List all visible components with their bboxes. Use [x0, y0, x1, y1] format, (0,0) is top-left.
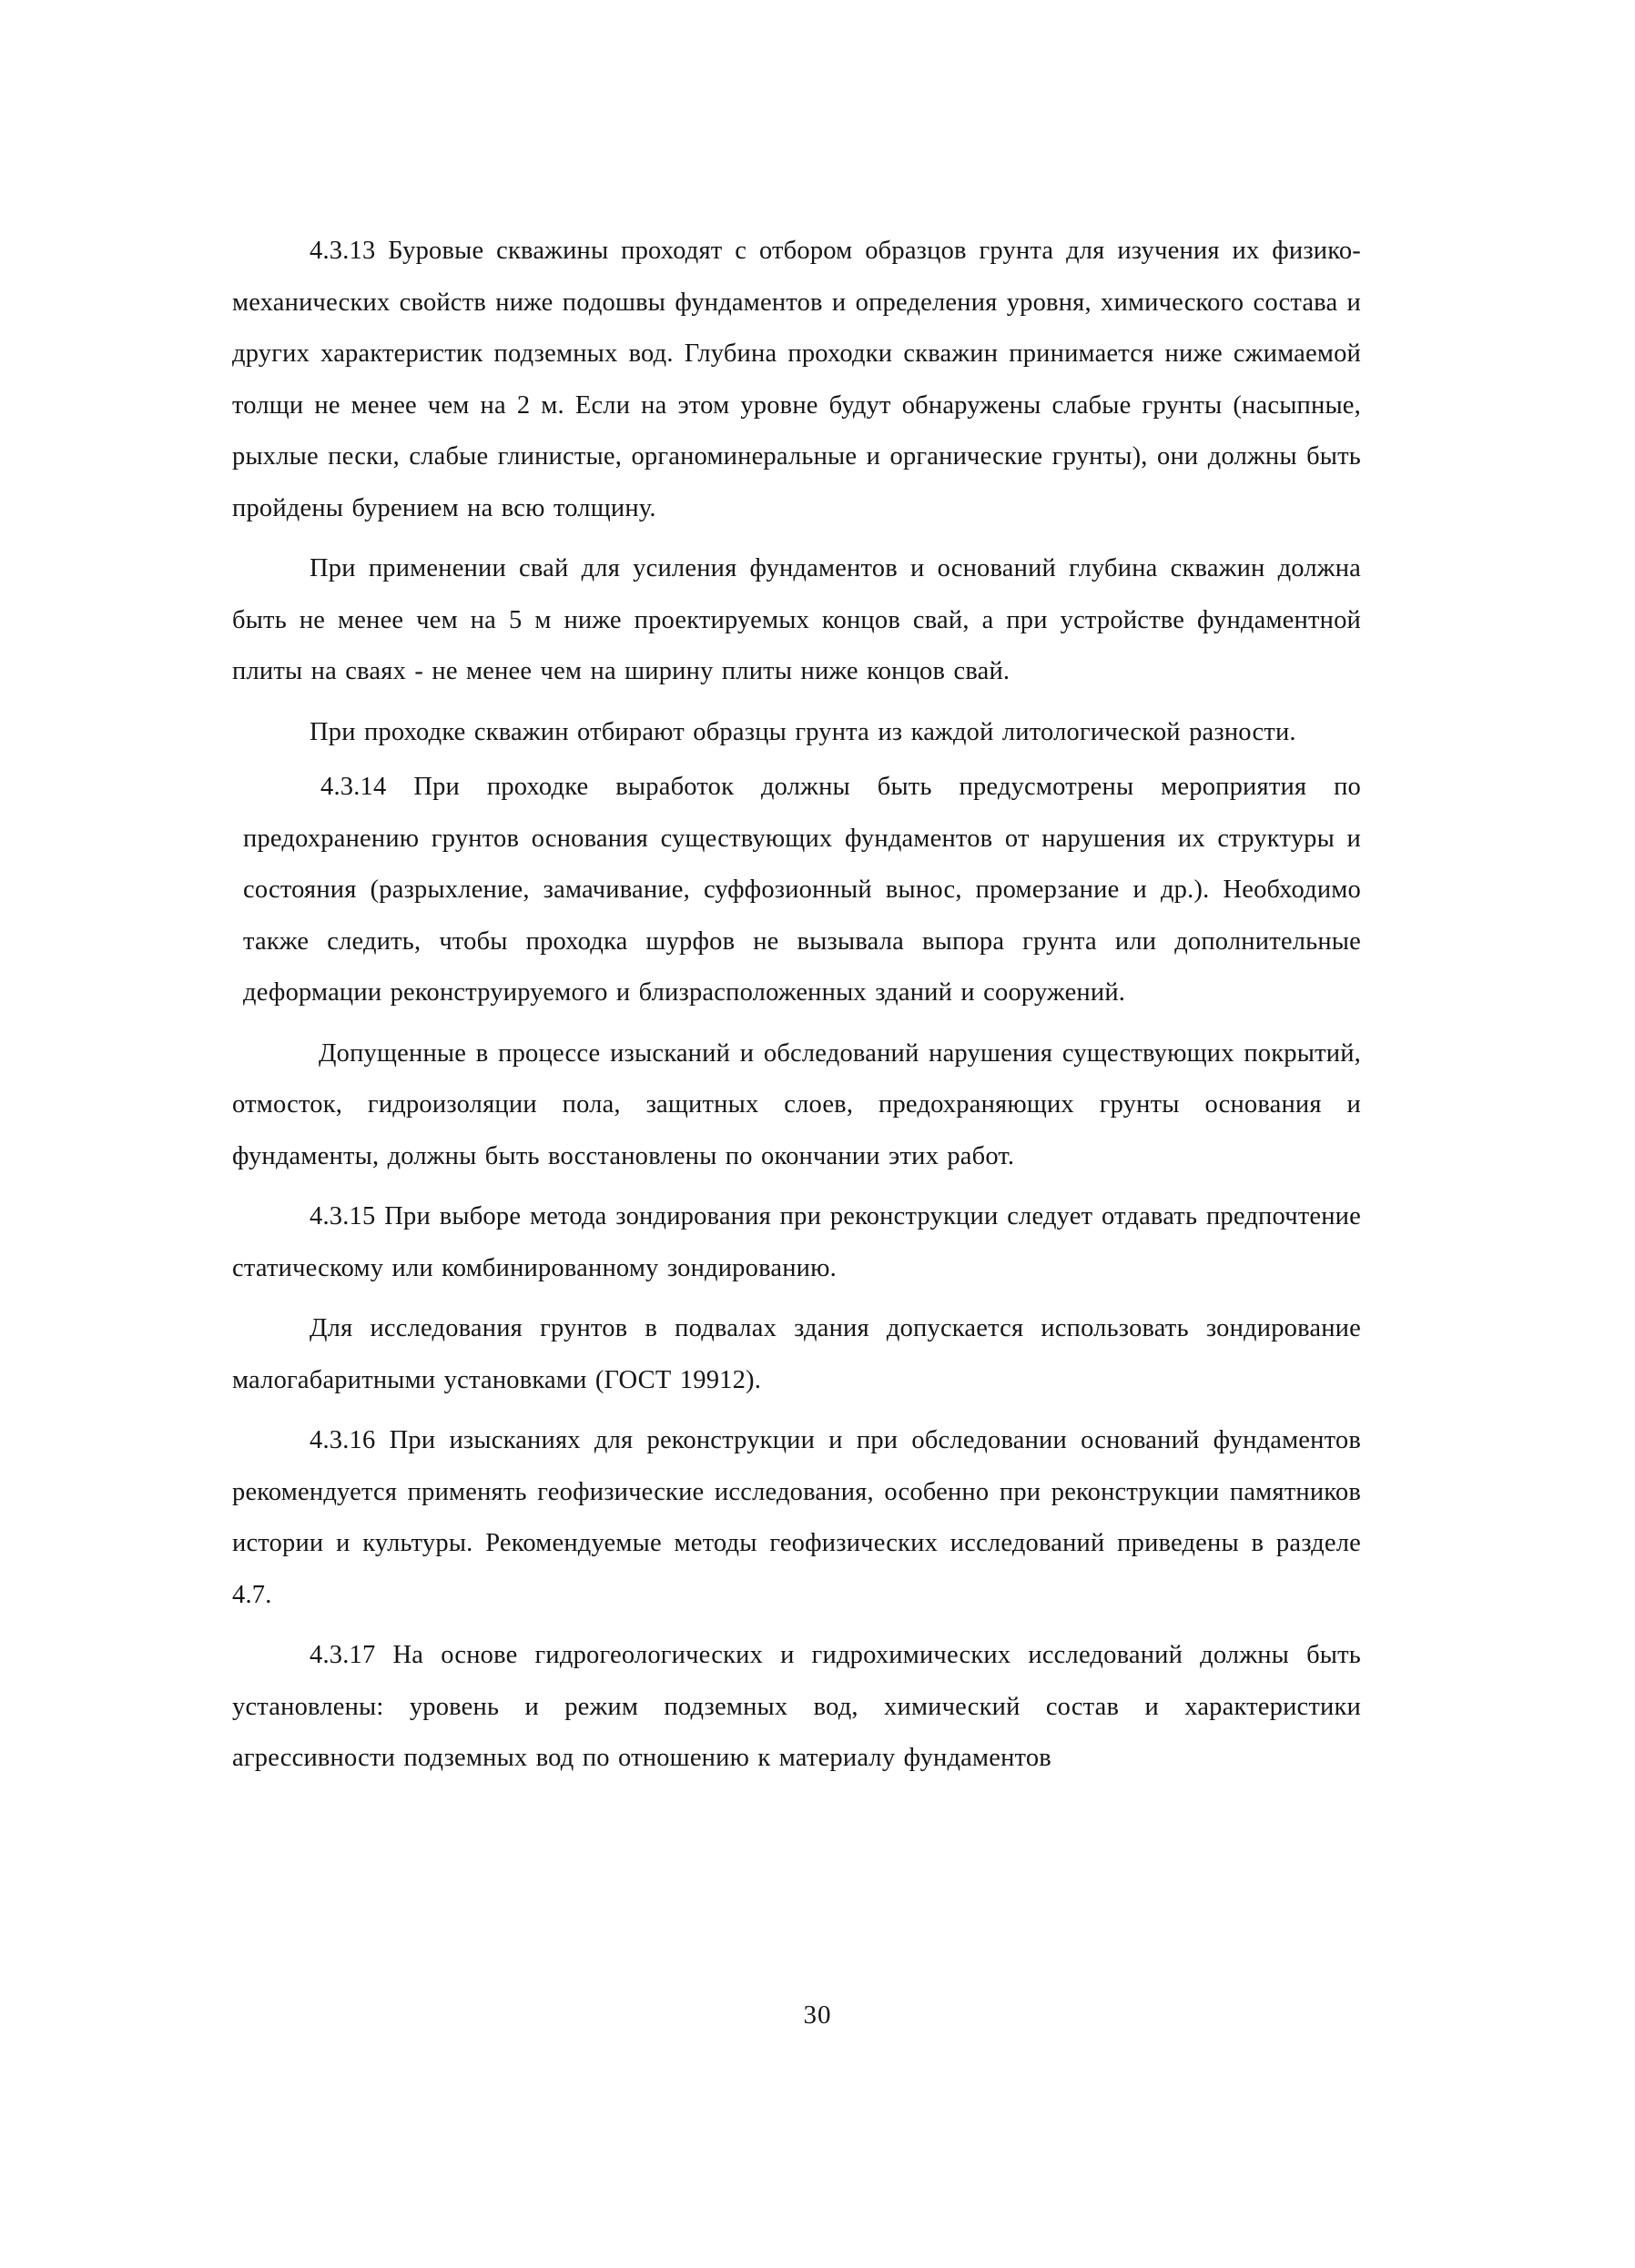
paragraph-restoration: Допущенные в процессе изысканий и обследований нарушения существующих покрытий, отмосток, гидроизоляции пола, защитных слоев, предохраняющих грунты основания и фундаменты, должны быть восстановлены по окончании этих работ. [232, 1038, 1361, 1170]
paragraph-basements: Для исследования грунтов в подвалах здания допускается использовать зондирование малогабаритными установками (ГОСТ 19912). [232, 1314, 1361, 1394]
paragraph-4-3-17: 4.3.17 На основе гидрогеологических и гидрохимических исследований должны быть установлены: уровень и режим подземных вод, химический состав и характеристики агрессивности подземных вод по отношению к материалу фундаментов [232, 1641, 1361, 1772]
paragraph-4-3-16: 4.3.16 При изысканиях для реконструкции и при обследовании оснований фундаментов рекомендуется применять геофизические исследования, особенно при реконструкции памятников истории и культуры. Рекомендуемые методы геофизических исследований приведены в разделе 4.7. [232, 1426, 1361, 1609]
page-number: 30 [803, 2000, 832, 2030]
paragraph-4-3-14: 4.3.14 При проходке выработок должны быть предусмотрены мероприятия по предохранению грунтов основания существующих фундаментов от нарушения их структуры и состояния (разрыхление, замачивание, суффозионный вынос, промерзание и др.). Необходимо также следить, чтобы проходка шурфов не вызывала выпора грунта или дополнительные деформации реконструируемого и близрасположенных зданий и сооружений. [243, 773, 1361, 1007]
paragraph-4-3-13: 4.3.13 Буровые скважины проходят с отбором образцов грунта для изучения их физико-механических свойств ниже подошвы фундаментов и определения уровня, химического состава и других характеристик подземных вод. Глубина проходки скважин принимается ниже сжимаемой толщи не менее чем на 2 м. Если на этом уровне будут обнаружены слабые грунты (насыпные, рыхлые пески, слабые глинистые, органоминеральные и органические грунты), они должны быть пройдены бурением на всю толщину. [232, 237, 1361, 522]
paragraph-piles: При применении свай для усиления фундаментов и оснований глубина скважин должна быть не менее чем на 5 м ниже проектируемых концов свай, а при устройстве фундаментной плиты на сваях - не менее чем на ширину плиты ниже концов свай. [232, 554, 1361, 685]
body-text [232, 226, 1361, 1794]
paragraph-4-3-15: 4.3.15 При выборе метода зондирования при реконструкции следует отдавать предпочтение статическому или комбинированному зондированию. [232, 1202, 1361, 1282]
paragraph-sampling: При проходке скважин отбирают образцы грунта из каждой литологической разности. [310, 717, 1296, 746]
